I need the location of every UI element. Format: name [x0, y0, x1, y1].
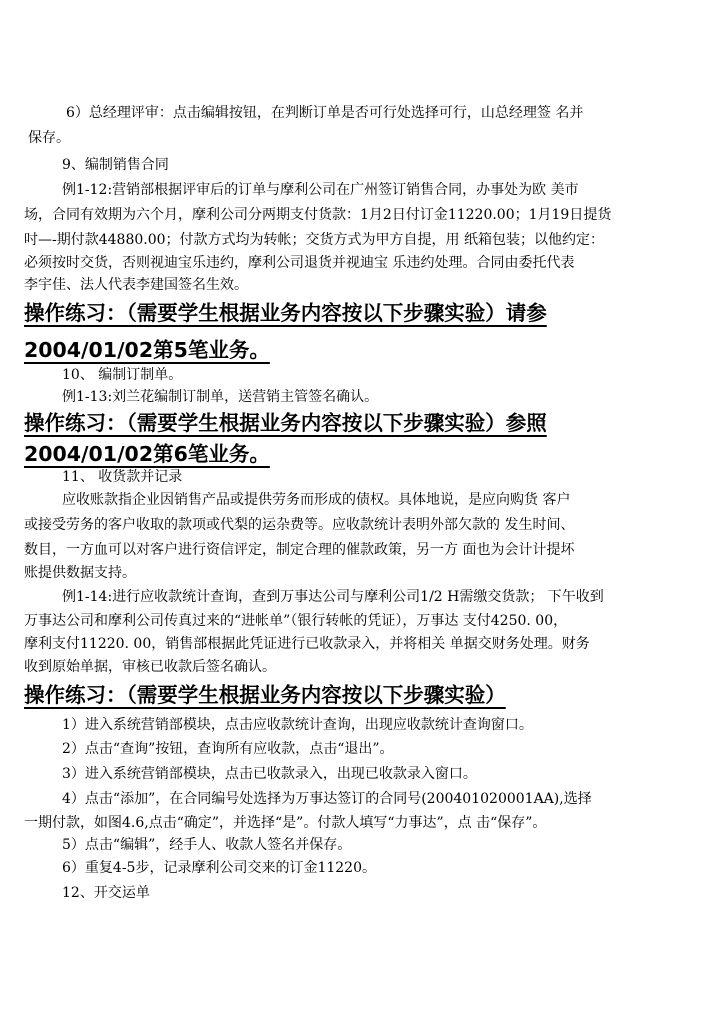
exercise-heading: 操作练习：（需要学生根据业务内容按以下步骤实验）参照 [24, 411, 547, 435]
text-line: 账提供数据支持。 [24, 565, 136, 581]
text-line: 必须按时交货，否则视迪宝乐违约，摩利公司退货并视迪宝 乐违约处理。合同由委托代表 [24, 255, 575, 271]
text-line: 收到原始单据，审核已收款后签名确认。 [24, 659, 276, 675]
text-line: 数目，一方血可以对客户进行资信评定，制定合理的催款政策，另一方 面也为会计计提坏 [24, 542, 575, 558]
text-line: 或接受劳务的客户收取的款项或代梨的运杂费等。应收款统计表明外部欠款的 发生时间、 [24, 517, 575, 533]
step-item: 2）点击“查询”按钮，查询所有应收款，点击“退出”。 [62, 741, 394, 757]
step-item: 5）点击“编辑”，经手人、收款人签名并保存。 [62, 837, 352, 853]
exercise-heading: 2004/01/02第5笔业务。 [24, 338, 270, 362]
text-line: 吋—-期付款44880.00；付款方式均为转帐；交货方式为甲方自提，用 纸箱包装；以他约定： [24, 232, 604, 248]
step-item: 3）进入系统营销部模块，点击已收款录入，出现已收款录入窗口。 [62, 766, 477, 782]
text-line: 例1-13:刘兰花编制订制单，送营销主管签名确认。 [62, 389, 379, 405]
text-line: 应收账款指企业因销售产品或提供劳务而形成的债权。具体地说，是应向购货 客户 [62, 492, 571, 508]
text-line: 6）总经理评审：点击编辑按钮，在判断订单是否可行处选择可行，山总经理签 名并 [66, 105, 584, 121]
text-line: 一期付款，如图4.6,点击“确定”，并选择“是”。付款人填写“力事达”，点 击“保存”。 [24, 815, 547, 831]
section-title: 10、 编制订制单。 [62, 367, 183, 383]
exercise-heading: 2004/01/02第6笔业务。 [24, 442, 270, 466]
text-line: 保存。 [28, 130, 70, 146]
section-title: 12、开交运单 [62, 885, 150, 901]
section-title: 9、编制销售合同 [62, 157, 169, 173]
text-line: 场，合同有效期为六个月，摩利公司分两期支付货款：1月2日付订金11220.00；1月19日提货 [24, 207, 612, 223]
step-item: 4）点击“添加”，在合同编号处选择为万事达签订的合同号(200401020001AA),选择 [62, 791, 592, 807]
exercise-heading: 操作练习：（需要学生根据业务内容按以下步骤实验） [24, 683, 506, 707]
step-item: 6）重复4-5步，记录摩利公司交来的订金11220。 [62, 860, 376, 876]
text-line: 例1-14:进行应收款统计查询，查到万事达公司与摩利公司1/2 H需缴交货款； 下午收到 [62, 589, 604, 605]
text-line: 摩利支付11220. 00，销售部根据此凭证进行已收款录入，并将相关 单据交财务处理。财务 [24, 636, 590, 652]
step-item: 1）进入系统营销部模块，点击应收款统计查询，出现应收款统计查询窗口。 [62, 717, 533, 733]
text-line: 李宇佳、法人代表李建国签名生效。 [24, 277, 248, 293]
text-line: 例1-12:营销部根据评审后的订单与摩利公司在广州签订销售合同，办事处为欧 美市 [62, 182, 579, 198]
section-title: 11、 收货款并记录 [62, 469, 183, 485]
text-line: 万事达公司和摩利公司传真过来的“进帐单”（银行转帐的凭证），万事达 支付4250. 00， [24, 613, 568, 629]
exercise-heading: 操作练习：（需要学生根据业务内容按以下步骤实验）请参 [24, 301, 547, 325]
